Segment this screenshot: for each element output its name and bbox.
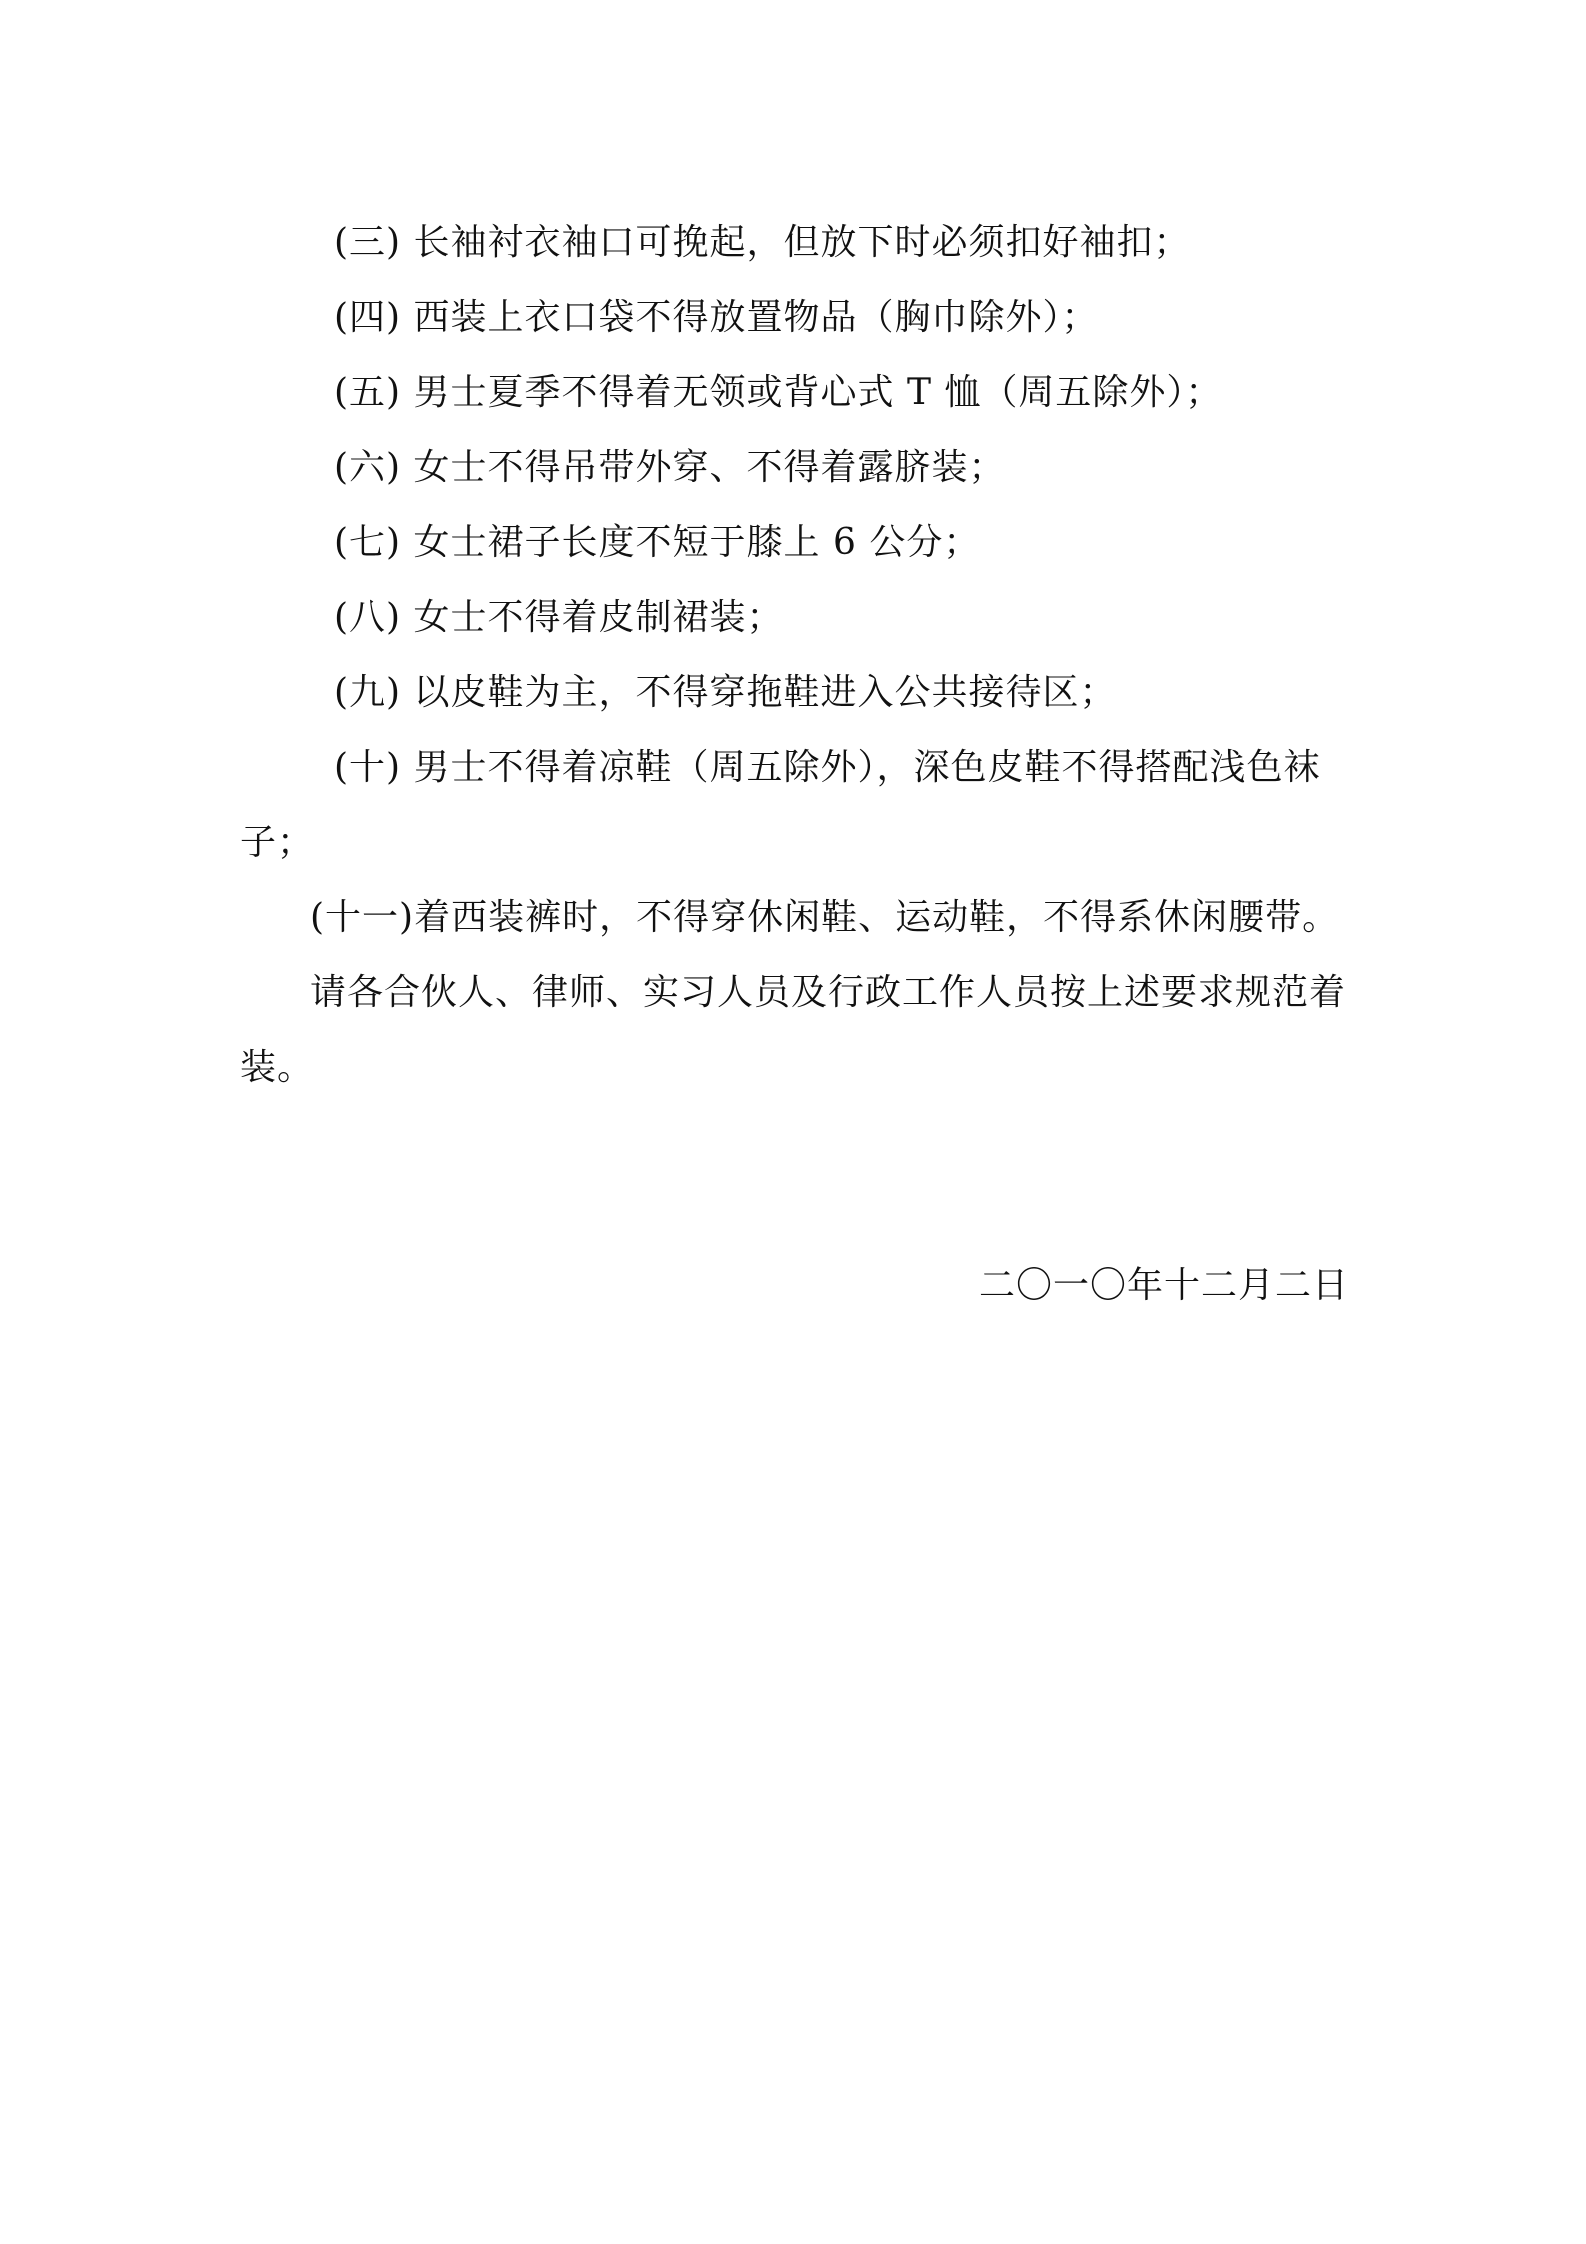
rule-item-11: (十一)着西装裤时，不得穿休闲鞋、运动鞋，不得系休闲腰带。 — [310, 897, 1340, 938]
rule-item-6: (六) 女士不得吊带外穿、不得着露脐装； — [334, 447, 1006, 488]
rule-item-5: (五) 男士夏季不得着无领或背心式 T 恤（周五除外）； — [334, 372, 1223, 413]
closing-paragraph-continuation: 装。 — [240, 1047, 315, 1088]
rule-item-4: (四) 西装上衣口袋不得放置物品（胸巾除外）； — [334, 297, 1099, 338]
rule-item-8: (八) 女士不得着皮制裙装； — [334, 597, 784, 638]
rule-item-7: (七) 女士裙子长度不短于膝上 6 公分； — [334, 522, 981, 563]
closing-paragraph: 请各合伙人、律师、实习人员及行政工作人员按上述要求规范着 — [310, 972, 1347, 1013]
rule-item-10: (十) 男士不得着凉鞋（周五除外），深色皮鞋不得搭配浅色袜 — [334, 747, 1321, 788]
document-date: 二〇一〇年十二月二日 — [978, 1265, 1349, 1306]
rule-item-3: (三) 长袖衬衣袖口可挽起，但放下时必须扣好袖扣； — [334, 222, 1191, 263]
rule-item-10-continuation: 子； — [240, 822, 315, 863]
rule-item-9: (九) 以皮鞋为主，不得穿拖鞋进入公共接待区； — [334, 672, 1117, 713]
document-body — [240, 205, 1350, 1105]
